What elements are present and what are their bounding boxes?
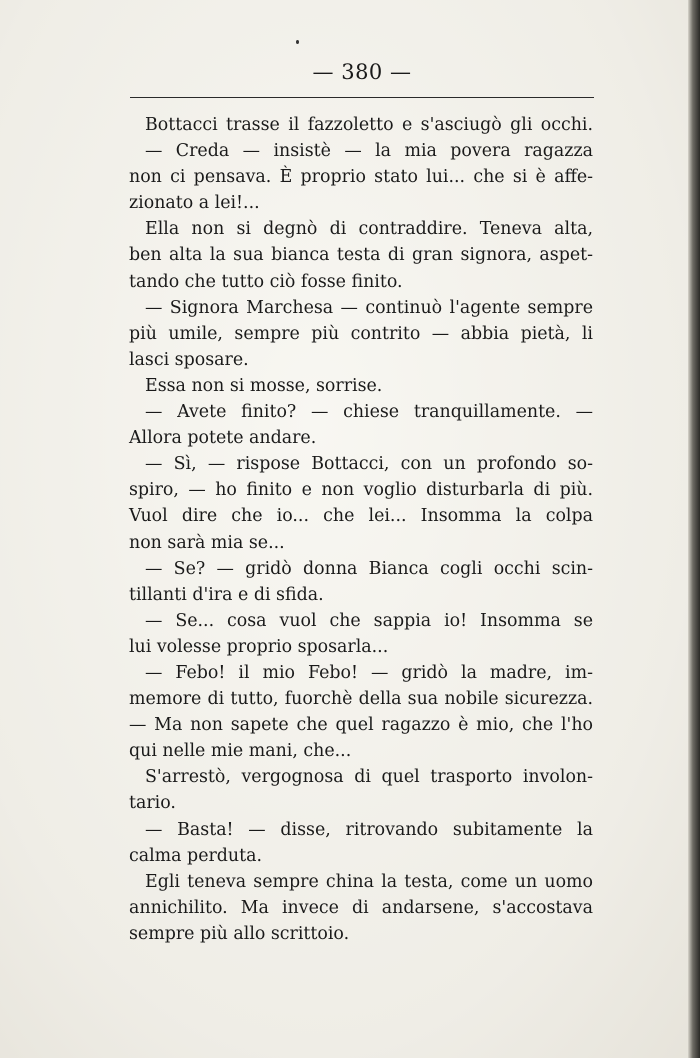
text-line: non sarà mia se... xyxy=(129,532,285,553)
text-line: sempre più allo scrittoio. xyxy=(129,923,350,944)
book-spine-shadow xyxy=(688,0,700,1058)
text-line: lasci sposare. xyxy=(129,349,249,370)
text-line: S'arrestò, vergognosa di quel trasporto involon- xyxy=(145,767,593,788)
text-line: — Basta! — disse, ritrovando subitamente la xyxy=(145,819,593,840)
text-line: tario. xyxy=(129,793,176,814)
text-line: non ci pensava. È proprio stato lui... che si è affe- xyxy=(129,167,593,188)
page-number: — 380 — xyxy=(312,60,412,84)
text-line: ben alta la sua bianca testa di gran signora, aspet- xyxy=(129,245,593,266)
text-line: zionato a lei!... xyxy=(129,193,260,214)
text-line: — Ma non sapete che quel ragazzo è mio, che l'ho xyxy=(129,715,593,736)
text-line: — Signora Marchesa — continuò l'agente sempre xyxy=(145,297,593,318)
text-line: calma perduta. xyxy=(129,845,263,866)
text-line: Ella non si degnò di contraddire. Teneva alta, xyxy=(145,219,593,240)
page-header xyxy=(130,60,594,84)
text-line: — Se? — gridò donna Bianca cogli occhi scin- xyxy=(145,558,593,579)
text-line: — Creda — insistè — la mia povera ragazza xyxy=(145,141,593,162)
text-line: Vuol dire che io... che lei... Insomma la colpa xyxy=(129,506,593,527)
text-line: lui volesse proprio sposarla... xyxy=(129,636,389,657)
text-line: tillanti d'ira e di sfida. xyxy=(129,584,324,605)
text-line: spiro, — ho finito e non voglio disturbarla di più. xyxy=(129,480,593,501)
page-body-text xyxy=(129,112,593,947)
text-line: Essa non si mosse, sorrise. xyxy=(145,375,383,396)
text-line: annichilito. Ma invece di andarsene, s'accostava xyxy=(129,897,593,918)
text-line: — Sì, — rispose Bottacci, con un profondo so- xyxy=(145,454,593,475)
header-rule xyxy=(130,97,594,98)
text-line: — Se... cosa vuol che sappia io! Insomma se xyxy=(145,610,593,631)
text-line: più umile, sempre più contrito — abbia pietà, li xyxy=(129,323,593,344)
text-line: — Avete finito? — chiese tranquillamente. — xyxy=(145,402,593,423)
text-line: memore di tutto, fuorchè della sua nobile sicurezza. xyxy=(129,689,593,710)
text-line: tando che tutto ciò fosse finito. xyxy=(129,271,403,292)
text-line: Bottacci trasse il fazzoletto e s'asciugò gli occhi. xyxy=(145,115,593,135)
text-line: qui nelle mie mani, che... xyxy=(129,741,352,762)
text-line: Egli teneva sempre china la testa, come un uomo xyxy=(145,871,593,892)
text-line: — Febo! il mio Febo! — gridò la madre, im- xyxy=(145,662,593,683)
text-line: Allora potete andare. xyxy=(129,428,317,449)
ink-speck xyxy=(296,40,299,44)
